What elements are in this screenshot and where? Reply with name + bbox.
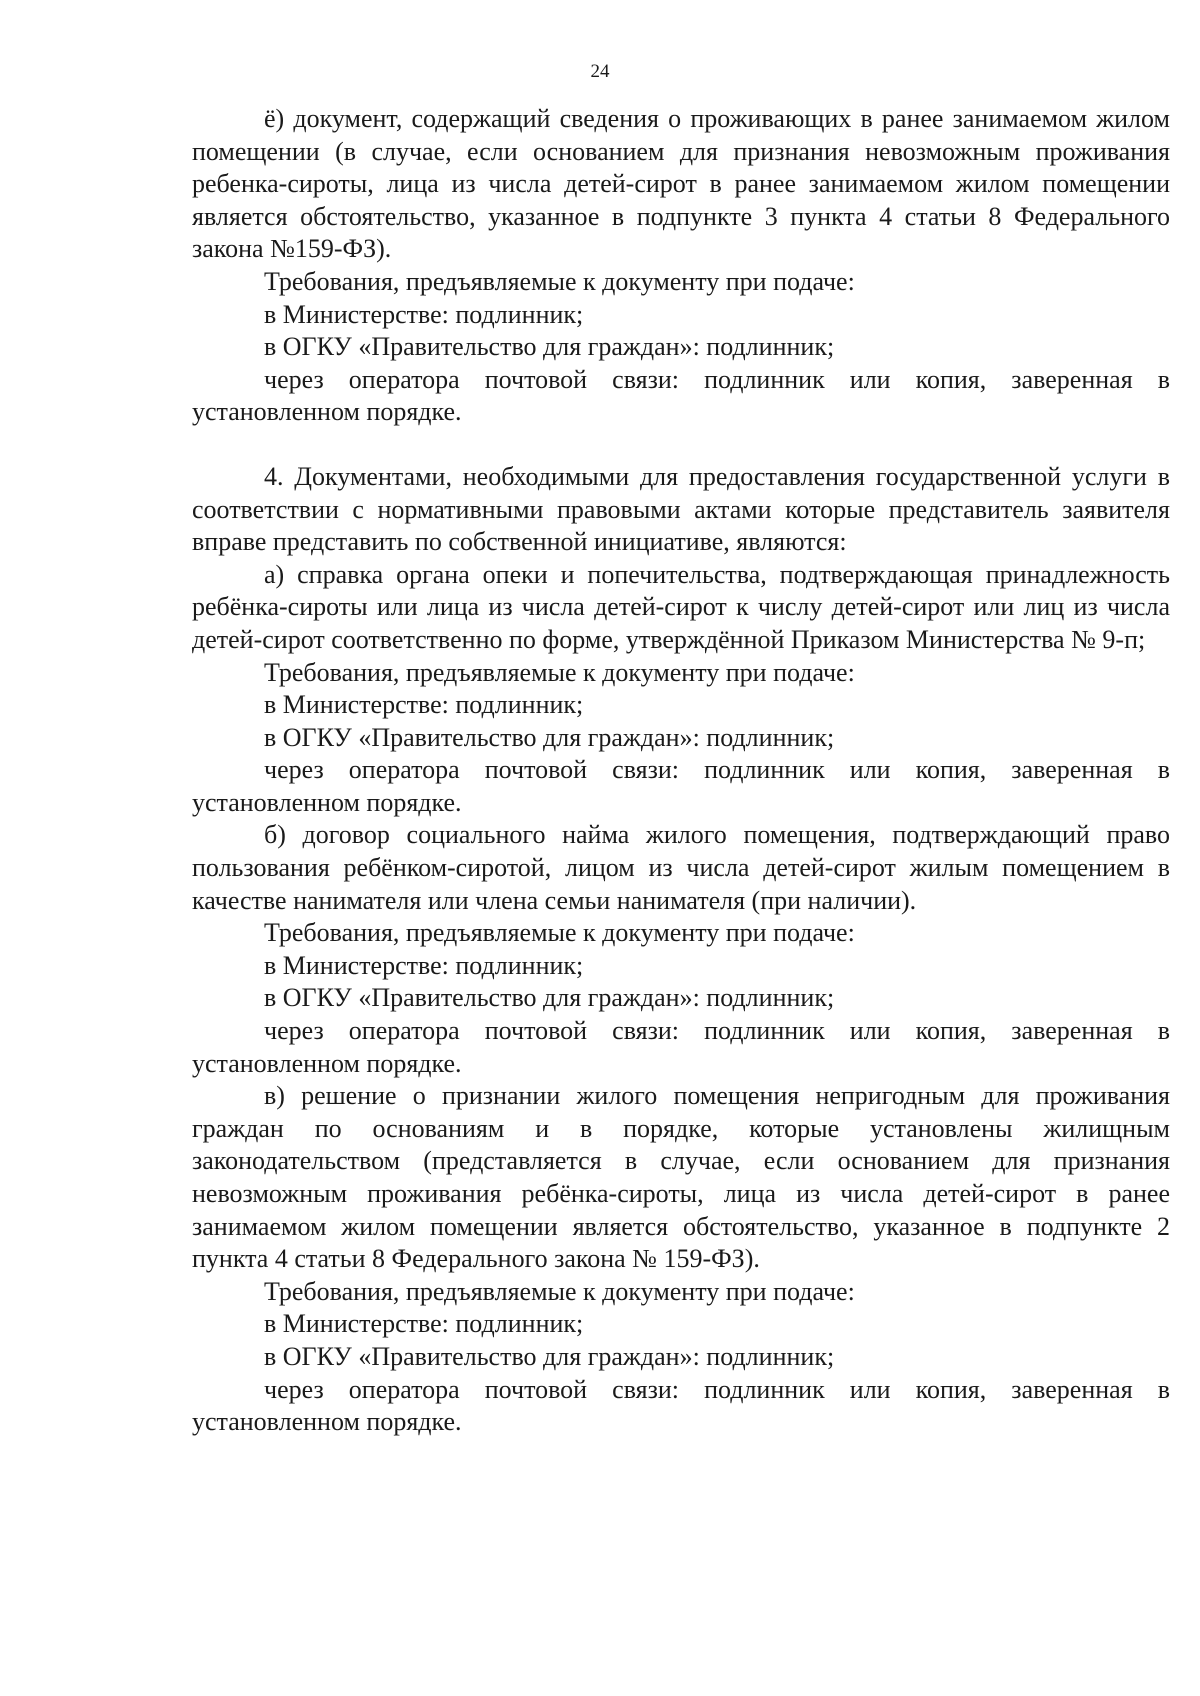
paragraph-yo-item: ё) документ, содержащий сведения о проживающих в ранее занимаемом жилом помещении (в случае, если основанием для признания невозможным проживания ребенка-сироты, лица из числа детей-сирот в ранее занимаемом жилом помещении является обстоятельство, указанное в подпункте 3 пункта 4 статьи 8 Федерального закона №159-ФЗ).: [192, 104, 1170, 264]
requirement-post: через оператора почтовой связи: подлинник или копия, заверенная в установленном порядке.: [192, 1016, 1170, 1078]
section-4-heading: 4. Документами, необходимыми для предоставления государственной услуги в соответствии с нормативными правовыми актами которые представитель заявителя вправе представить по собственной инициативе, являются:: [192, 461, 1170, 557]
requirement-ministry: в Министерстве: подлинник;: [264, 950, 584, 980]
paragraph-v-item: в) решение о признании жилого помещения непригодным для проживания граждан по основаниям и в порядке, которые установлены жилищным законодательством (представляется в случае, если основанием для признания невозможным проживания ребёнка-сироты, лица из числа детей-сирот в ранее занимаемом жилом помещении является обстоятельство, указанное в подпункте 2 пункта 4 статьи 8 Федерального закона № 159-ФЗ).: [192, 1081, 1170, 1274]
requirements-heading: Требования, предъявляемые к документу при подаче:: [264, 1276, 855, 1306]
requirements-heading: Требования, предъявляемые к документу при подаче:: [264, 266, 855, 296]
requirements-heading: Требования, предъявляемые к документу при подаче:: [264, 657, 855, 687]
requirement-post: через оператора почтовой связи: подлинник или копия, заверенная в установленном порядке.: [192, 755, 1170, 817]
page-number: 24: [590, 61, 610, 82]
paragraph-a-item: а) справка органа опеки и попечительства, подтверждающая принадлежность ребёнка-сироты или лица из числа детей-сирот к числу детей-сирот или лиц из числа детей-сирот соответственно по форме, утверждённой Приказом Министерства № 9-п;: [192, 559, 1170, 654]
document-body: [192, 103, 1170, 1439]
requirement-post: через оператора почтовой связи: подлинник или копия, заверенная в установленном порядке.: [192, 364, 1170, 427]
paragraph-b-item: б) договор социального найма жилого помещения, подтверждающий право пользования ребёнком-сиротой, лицом из числа детей-сирот жилым помещением в качестве нанимателя или члена семьи нанимателя (при наличии).: [192, 820, 1170, 915]
requirements-heading: Требования, предъявляемые к документу при подаче:: [264, 918, 855, 948]
requirement-ogku: в ОГКУ «Правительство для граждан»: подлинник;: [264, 1341, 835, 1371]
requirement-ministry: в Министерстве: подлинник;: [264, 1309, 584, 1339]
requirement-ogku: в ОГКУ «Правительство для граждан»: подлинник;: [264, 983, 835, 1013]
requirement-post: через оператора почтовой связи: подлинник или копия, заверенная в установленном порядке.: [192, 1374, 1170, 1437]
requirement-ogku: в ОГКУ «Правительство для граждан»: подлинник;: [264, 722, 835, 752]
requirement-ministry: в Министерстве: подлинник;: [264, 299, 584, 329]
requirement-ogku: в ОГКУ «Правительство для граждан»: подлинник;: [264, 332, 835, 362]
requirement-ministry: в Министерстве: подлинник;: [264, 690, 584, 720]
